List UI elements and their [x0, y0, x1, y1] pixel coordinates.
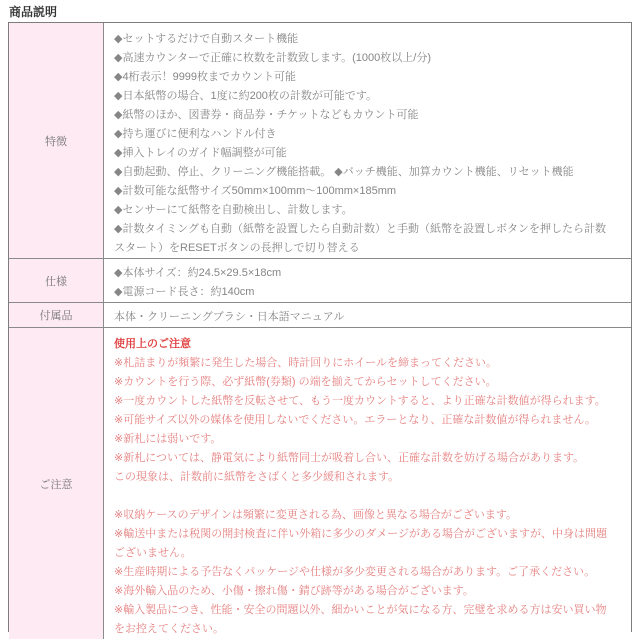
row-label-cautions: ご注意: [9, 328, 104, 639]
feature-item: ◆計数タイミングも自動（紙幣を設置したら自動計数）と手動（紙幣を設置しボタンを押したら計数スタート）をRESETボタンの長押しで切り替える: [114, 223, 607, 254]
spec-item: ◆電源コード長さ：約140cm: [114, 286, 255, 298]
cautions-content: [104, 328, 631, 639]
features-content: [104, 23, 631, 258]
feature-item: ◆センサーにて紙幣を自動検出し、計数します。: [114, 204, 353, 216]
caution-note: ※海外輸入品のため、小傷・擦れ傷・錆び跡等がある場合がございます。: [114, 585, 474, 597]
feature-item: ◆高速カウンターで正確に枚数を計数致します。(1000枚以上/分): [114, 52, 431, 64]
feature-item: ◆自動起動、停止、クリーニング機能搭載。 ◆バッチ機能、加算カウント機能、リセット機能: [114, 166, 574, 178]
feature-item: ◆4桁表示！9999枚までカウント可能: [114, 71, 297, 83]
page-title: 商品説明: [9, 5, 58, 19]
product-description-table: [8, 22, 632, 635]
caution-note: ※一度カウントした紙幣を反転させて、もう一度カウントすると、より正確な計数値が得られます。: [114, 395, 606, 407]
caution-note: この現象は、計数前に紙幣をさばくと多少緩和されます。: [114, 471, 400, 483]
row-label-features: 特徴: [9, 23, 104, 258]
caution-note: ※可能サイズ以外の媒体を使用しないでください。エラーとなり、正確な計数値が得られません。: [114, 414, 596, 426]
table-row-features: [9, 23, 631, 258]
feature-item: ◆日本紙幣の場合、1度に約200枚の計数が可能です。: [114, 90, 378, 102]
feature-item: ◆計数可能な紙幣サイズ50mm×100mm～100mm×185mm: [114, 185, 397, 197]
caution-note: ※生産時期による予告なくパッケージや仕様が多少変更される場合があります。ご了承ください。: [114, 566, 596, 578]
caution-note: ※輸送中または税関の開封検査に伴い外箱に多少のダメージがある場合がございますが、中身は問題ございません。: [114, 528, 607, 559]
specs-content: [104, 259, 631, 302]
row-label-accessories: 付属品: [9, 303, 104, 327]
caution-note: ※札詰まりが頻繁に発生した場合、時計回りにホイールを締まってください。: [114, 357, 497, 369]
table-row-specs: [9, 258, 631, 302]
caution-note: ※輸入製品につき、性能・安全の問題以外、細かいことが気になる方、完璧を求める方は安い買い物をお控えてください。: [114, 604, 607, 635]
feature-item: ◆セットするだけで自動スタート機能: [114, 33, 299, 45]
accessories-content: [104, 303, 631, 327]
feature-item: ◆紙幣のほか、図書券・商品券・チケットなどもカウント可能: [114, 109, 419, 121]
caution-note: ※新札については、静電気により紙幣同士が吸着し合い、正確な計数を妨げる場合があります。: [114, 452, 585, 464]
caution-note: ※カウントを行う際、必ず紙幣(券類) の端を揃えてからセットしてください。: [114, 376, 497, 388]
accessory-item: 本体・クリーニングブラシ・日本語マニュアル: [114, 311, 345, 323]
feature-item: ◆持ち運びに便利なハンドル付き: [114, 128, 277, 140]
table-row-accessories: [9, 302, 631, 327]
table-row-cautions: [9, 327, 631, 639]
caution-heading: 使用上のご注意: [114, 338, 191, 350]
caution-note: ※新札には弱いです。: [114, 433, 222, 445]
row-label-specs: 仕様: [9, 259, 104, 302]
caution-note: ※収納ケースのデザインは頻繁に変更される為、画像と異なる場合がございます。: [114, 509, 518, 521]
blank-line: [114, 487, 617, 506]
feature-item: ◆挿入トレイのガイド幅調整が可能: [114, 147, 287, 159]
spec-item: ◆本体サイズ：約24.5×29.5×18cm: [114, 267, 282, 279]
